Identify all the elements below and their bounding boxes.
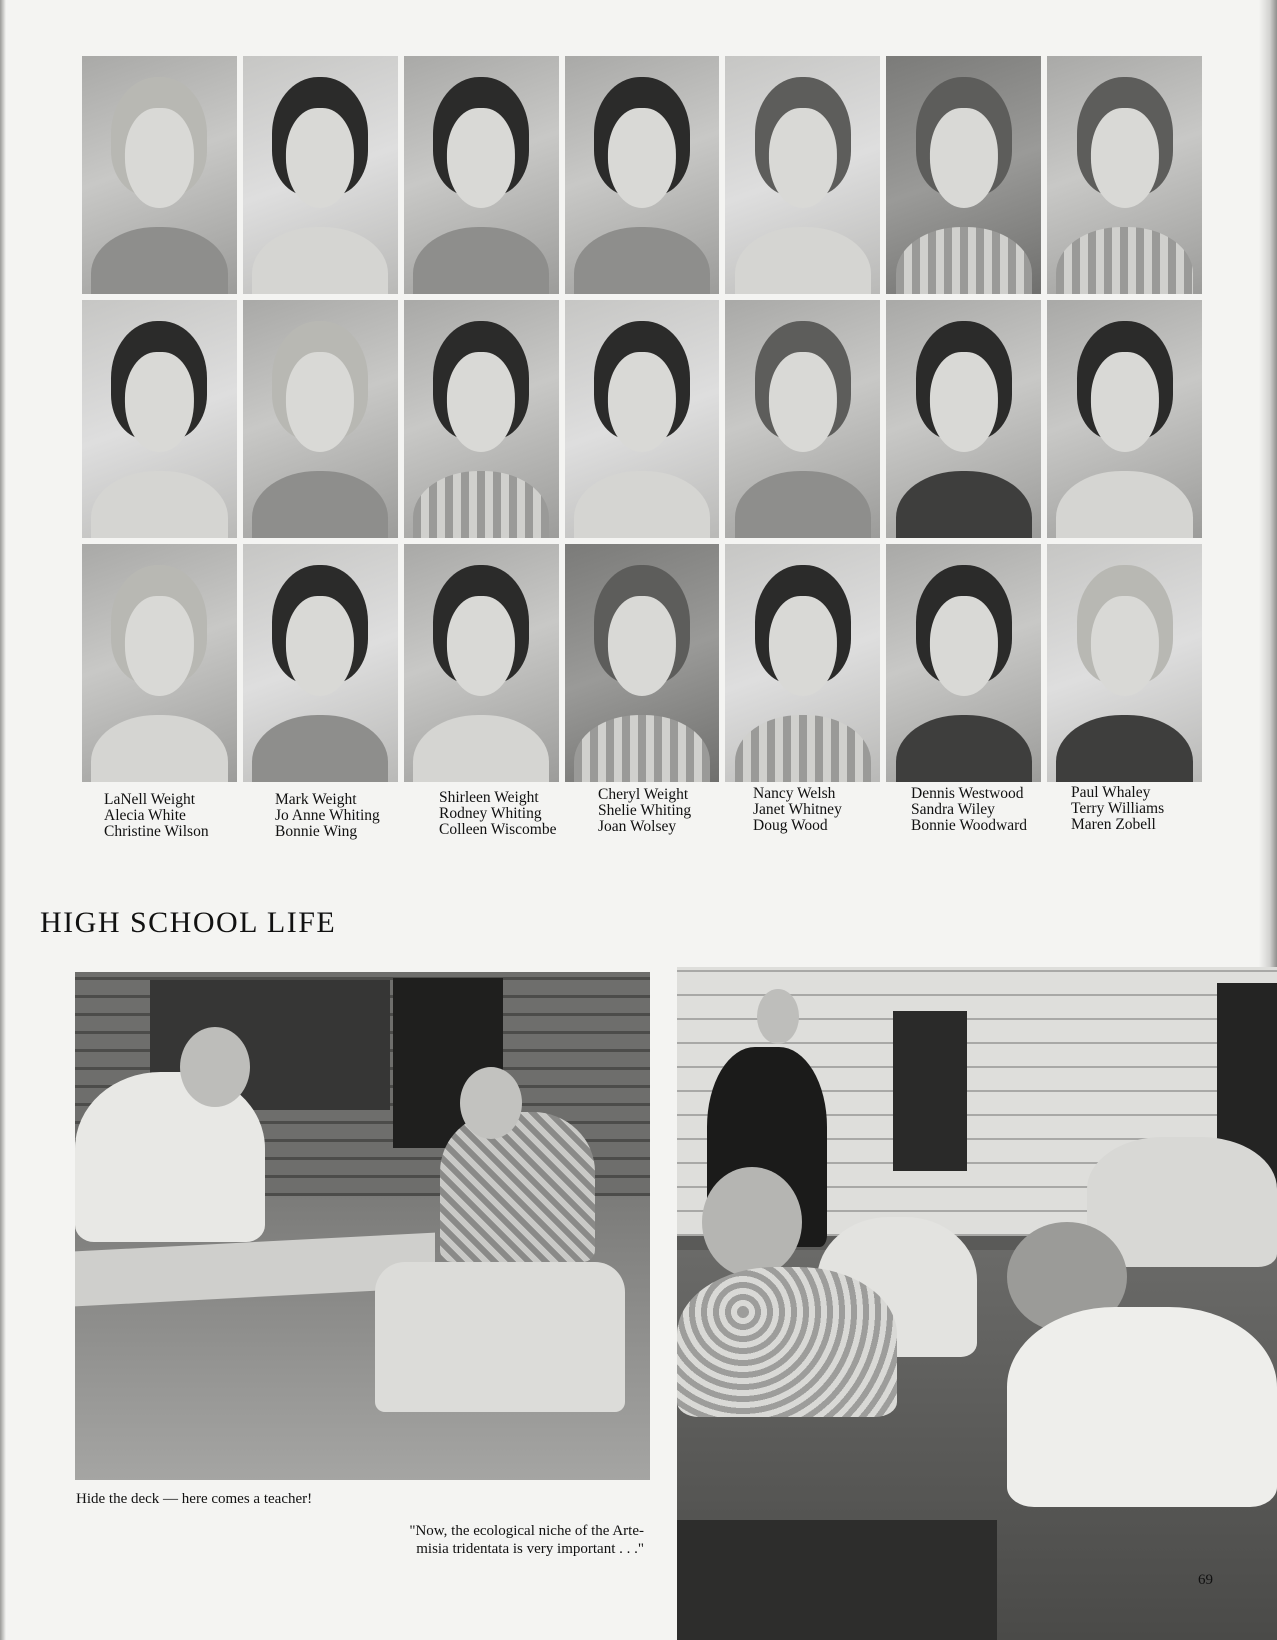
portrait-photo <box>243 544 398 782</box>
student-name: Rodney Whiting <box>439 805 542 822</box>
student-name: Christine Wilson <box>104 823 209 840</box>
student-name: Janet Whitney <box>753 801 842 818</box>
student-name: Jo Anne Whiting <box>275 807 380 824</box>
portrait-photo <box>404 56 559 294</box>
student-name: Alecia White <box>104 807 186 824</box>
photo-classroom-lecture <box>677 967 1277 1640</box>
portrait-photo <box>404 300 559 538</box>
portrait-photo <box>565 544 720 782</box>
portrait-photo <box>82 300 237 538</box>
name-column-5 <box>753 786 842 834</box>
student-name: Paul Whaley <box>1071 784 1151 801</box>
name-column-1 <box>104 792 209 840</box>
name-column-2 <box>275 792 380 840</box>
caption-line: "Now, the ecological niche of the Arte- <box>409 1523 644 1539</box>
photo-students-at-table <box>75 972 650 1480</box>
portrait-photo <box>886 56 1041 294</box>
student-name: Cheryl Weight <box>598 786 689 803</box>
student-name: Dennis Westwood <box>911 785 1024 802</box>
name-column-6 <box>911 786 1027 834</box>
caption-right-photo <box>360 1522 644 1558</box>
student-name: Maren Zobell <box>1071 816 1156 833</box>
student-name: Sandra Wiley <box>911 801 995 818</box>
student-name: LaNell Weight <box>104 791 196 808</box>
student-name: Nancy Welsh <box>753 785 836 802</box>
section-heading: HIGH SCHOOL LIFE <box>40 906 337 939</box>
portrait-photo <box>1047 300 1202 538</box>
portrait-photo <box>565 300 720 538</box>
portrait-photo <box>1047 544 1202 782</box>
portrait-photo <box>725 56 880 294</box>
portrait-photo <box>725 544 880 782</box>
portrait-photo <box>886 544 1041 782</box>
caption-left-photo: Hide the deck — here comes a teacher! <box>76 1491 313 1507</box>
portrait-photo <box>1047 56 1202 294</box>
student-name: Bonnie Wing <box>275 823 358 840</box>
student-name: Shirleen Weight <box>439 789 539 806</box>
portrait-grid <box>82 56 1202 782</box>
caption-line: misia tridentata is very important . . ." <box>416 1541 644 1557</box>
portrait-photo <box>886 300 1041 538</box>
page-number: 69 <box>1198 1572 1213 1588</box>
portrait-photo <box>82 56 237 294</box>
portrait-photo <box>565 56 720 294</box>
name-column-4 <box>598 787 691 835</box>
student-name: Bonnie Woodward <box>911 817 1027 834</box>
student-name: Doug Wood <box>753 817 828 834</box>
portrait-photo <box>243 300 398 538</box>
name-column-3 <box>439 790 556 838</box>
portrait-photo <box>243 56 398 294</box>
name-column-7 <box>1071 785 1164 833</box>
student-name: Mark Weight <box>275 791 357 808</box>
portrait-photo <box>404 544 559 782</box>
page-binding-shadow <box>0 0 6 1640</box>
student-name: Joan Wolsey <box>598 818 677 835</box>
portrait-photo <box>82 544 237 782</box>
student-name: Colleen Wiscombe <box>439 821 557 838</box>
portrait-photo <box>725 300 880 538</box>
student-name: Terry Williams <box>1071 800 1165 817</box>
student-name: Shelie Whiting <box>598 802 692 819</box>
